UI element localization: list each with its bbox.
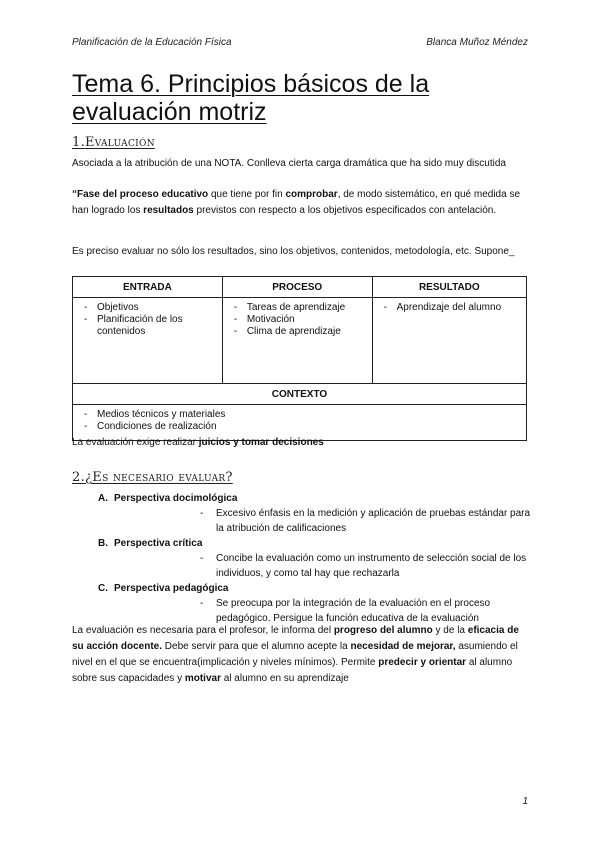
item-description: - Excesivo énfasis en la medición y aplicación de pruebas estándar para la atribución de calificaciones bbox=[72, 506, 532, 536]
section2-final-paragraph bbox=[72, 623, 532, 687]
resultado-cell bbox=[372, 298, 526, 384]
section1-paragraph-3: Es preciso evaluar no sólo los resultados, sino los objetivos, contenidos, metodología, etc. Supone_ bbox=[72, 246, 515, 257]
bold-text: eficacia de su acción docente. bbox=[72, 625, 519, 652]
bold-text: progreso del alumno bbox=[333, 625, 433, 636]
list-item: - Planificación de los contenidos bbox=[81, 314, 222, 338]
item-letter: A. bbox=[98, 493, 108, 504]
page-title: Tema 6. Principios básicos de la evaluación motriz bbox=[72, 70, 430, 126]
bold-text: “Fase del proceso educativo bbox=[72, 189, 209, 200]
bold-text: resultados bbox=[143, 205, 194, 216]
item-title: Perspectiva crítica bbox=[114, 538, 203, 549]
header-right: Blanca Muñoz Méndez bbox=[426, 37, 528, 48]
table-header-proceso: PROCESO bbox=[222, 277, 372, 298]
table-header-entrada: ENTRADA bbox=[73, 277, 223, 298]
list-item: - Tareas de aprendizaje bbox=[231, 302, 372, 314]
list-item: - Aprendizaje del alumno bbox=[381, 302, 526, 314]
section1-paragraph-1: Asociada a la atribución de una NOTA. Conlleva cierta carga dramática que ha sido muy discutida bbox=[72, 158, 506, 169]
page-number: 1 bbox=[522, 796, 528, 807]
text: , de modo sistemático, en qué medida se han logrado los bbox=[72, 189, 521, 216]
text: Debe servir para que el alumno acepte la bbox=[162, 641, 351, 652]
bold-text: predecir y orientar bbox=[378, 657, 467, 668]
list-item: - Motivación bbox=[231, 314, 372, 326]
perspective-item bbox=[72, 581, 532, 596]
text: asumiendo el nivel en el que se encuentra(implicación y niveles mínimos). Permite bbox=[72, 641, 518, 668]
text: y de la bbox=[432, 625, 468, 636]
after-table-text bbox=[72, 435, 532, 451]
text: que tiene por fin bbox=[208, 189, 286, 200]
text: previstos con respecto a los objetivos especificados con antelación. bbox=[193, 205, 497, 216]
item-letter: B. bbox=[98, 538, 108, 549]
perspectives-list bbox=[72, 491, 532, 626]
list-item: - Objetivos bbox=[81, 302, 222, 314]
bold-text: juicios y tomar decisiones bbox=[198, 437, 324, 448]
item-description: - Concibe la evaluación como un instrumento de selección social de los individuos, y como tal hay que rechazarla bbox=[72, 551, 532, 581]
entrada-list bbox=[73, 302, 222, 338]
evaluation-table bbox=[72, 276, 527, 441]
resultado-list bbox=[373, 302, 526, 314]
bold-text: comprobar bbox=[285, 189, 338, 200]
list-item: - Condiciones de realización bbox=[81, 421, 526, 433]
list-item: - Clima de aprendizaje bbox=[231, 326, 372, 338]
item-title: Perspectiva docimológica bbox=[114, 493, 238, 504]
section-heading-necesario: 2.¿Es necesario evaluar? bbox=[72, 470, 233, 485]
section1-paragraph-2 bbox=[72, 187, 532, 219]
proceso-list bbox=[223, 302, 372, 338]
table-header-contexto: CONTEXTO bbox=[73, 384, 527, 405]
perspective-item bbox=[72, 491, 532, 506]
contexto-list bbox=[73, 409, 526, 433]
text: al alumno en su aprendizaje bbox=[220, 673, 349, 684]
item-title: Perspectiva pedagógica bbox=[114, 583, 229, 594]
list-item: - Medios técnicos y materiales bbox=[81, 409, 526, 421]
entrada-cell bbox=[73, 298, 223, 384]
text: La evaluación es necesaria para el profesor, le informa del bbox=[72, 625, 334, 636]
table-header-resultado: RESULTADO bbox=[372, 277, 526, 298]
proceso-cell bbox=[222, 298, 372, 384]
text: al alumno sobre sus capacidades y bbox=[72, 657, 513, 684]
bold-text: motivar bbox=[184, 673, 221, 684]
item-letter: C. bbox=[98, 583, 108, 594]
bold-text: necesidad de mejorar, bbox=[350, 641, 456, 652]
perspective-item bbox=[72, 536, 532, 551]
text: La evaluación exige realizar bbox=[72, 437, 199, 448]
header-left: Planificación de la Educación Física bbox=[72, 37, 232, 48]
section-heading-evaluacion: 1.Evaluación bbox=[72, 135, 155, 150]
item-description: - Se preocupa por la integración de la evaluación en el proceso pedagógico. Persigue la función educativa de la evaluación bbox=[72, 596, 532, 626]
